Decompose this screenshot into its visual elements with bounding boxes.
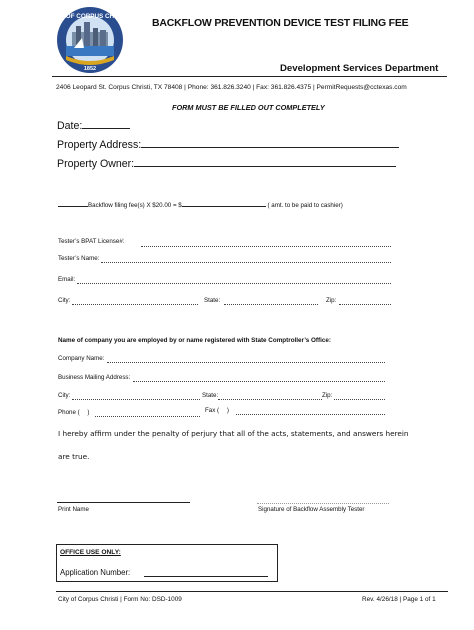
phone-input-line[interactable] xyxy=(95,416,200,417)
footer-revision: Rev. 4/26/18 | Page 1 of 1 xyxy=(362,596,436,603)
office-use-heading: OFFICE USE ONLY: xyxy=(60,549,121,556)
signature-line[interactable] xyxy=(257,503,389,504)
fee-amount-input-line[interactable] xyxy=(182,200,266,207)
instruction-text: FORM MUST BE FILLED OUT COMPLETELY xyxy=(172,103,325,112)
fax-paren-close: ) xyxy=(226,407,229,414)
tester-email-label: Email: xyxy=(58,276,76,283)
application-number-input-line[interactable] xyxy=(144,576,268,577)
tester-license-input-line[interactable] xyxy=(141,246,391,247)
tester-state-input-line[interactable] xyxy=(224,304,318,305)
tester-zip-input-line[interactable] xyxy=(339,304,391,305)
date-input-line[interactable] xyxy=(82,120,130,129)
business-mailing-label: Business Mailing Address: xyxy=(58,374,131,381)
form-title: BACKFLOW PREVENTION DEVICE TEST FILING FEE xyxy=(152,17,409,29)
affirmation-line-1: I hereby affirm under the penalty of perjury that all of the acts, statements, and answers herein xyxy=(58,429,409,438)
property-address-label: Property Address: xyxy=(57,139,142,151)
property-owner-field[interactable] xyxy=(57,158,396,170)
company-zip-label: Zip: xyxy=(322,392,333,399)
seal-lettering: CITY OF CORPUS CHRISTI xyxy=(49,13,131,20)
print-name-line[interactable] xyxy=(57,502,190,503)
seal-year: 1852 xyxy=(83,66,97,72)
fee-note: ( amt. to be paid to cashier) xyxy=(267,202,343,209)
tester-email-field[interactable] xyxy=(58,276,75,283)
company-heading: Name of company you are employed by or name registered with State Comptroller’s Office: xyxy=(58,337,331,344)
property-owner-input-line[interactable] xyxy=(134,158,396,167)
property-address-field[interactable] xyxy=(57,139,399,151)
contact-address: 2406 Leopard St. Corpus Christi, TX 78408 | Phone: 361.826.3240 | Fax: 361.826.4375 | PermitRequests@cctexas.com xyxy=(56,84,407,91)
affirmation-line-2: are true. xyxy=(58,452,90,461)
fee-text: Backflow filing fee(s) X $20.00 = $ xyxy=(88,202,182,209)
date-label: Date: xyxy=(57,120,83,132)
header-rule xyxy=(52,76,447,77)
company-name-input-line[interactable] xyxy=(107,362,385,363)
tester-email-input-line[interactable] xyxy=(77,283,391,284)
print-name-label: Print Name xyxy=(58,506,89,513)
tester-city-label: City: xyxy=(58,297,71,304)
tester-state-label: State: xyxy=(204,297,221,304)
business-mailing-input-line[interactable] xyxy=(133,381,385,382)
tester-license-field[interactable] xyxy=(58,238,125,245)
fee-count-input-line[interactable] xyxy=(58,200,88,207)
tester-name-input-line[interactable] xyxy=(101,262,391,263)
phone-paren-close: ) xyxy=(87,409,90,416)
tester-zip-label: Zip: xyxy=(326,297,337,304)
tester-name-field[interactable] xyxy=(58,255,99,262)
fax-input-line[interactable] xyxy=(236,414,385,415)
company-state-input-line[interactable] xyxy=(218,399,322,400)
company-state-label: State: xyxy=(202,392,219,399)
property-owner-label: Property Owner: xyxy=(57,158,135,170)
city-seal-logo xyxy=(44,6,136,74)
fee-line xyxy=(58,200,343,209)
company-city-label: City: xyxy=(58,392,71,399)
fax-field[interactable] xyxy=(205,407,229,414)
phone-field[interactable] xyxy=(58,409,89,416)
company-name-label: Company Name: xyxy=(58,355,105,362)
department-name: Development Services Department xyxy=(280,63,439,74)
fax-label: Fax ( xyxy=(205,407,220,414)
tester-city-input-line[interactable] xyxy=(72,304,198,305)
company-zip-input-line[interactable] xyxy=(334,399,385,400)
tester-name-label: Tester’s Name: xyxy=(58,255,100,262)
footer-form-number: City of Corpus Christi | Form No: DSD-1009 xyxy=(58,596,182,603)
footer-rule xyxy=(56,591,448,592)
tester-license-label: Tester’s BPAT License#: xyxy=(58,238,125,245)
signature-label: Signature of Backflow Assembly Tester xyxy=(258,506,365,513)
company-city-input-line[interactable] xyxy=(72,399,200,400)
application-number-label: Application Number: xyxy=(60,568,131,577)
office-use-box xyxy=(56,544,278,582)
date-field[interactable] xyxy=(57,120,130,132)
phone-label: Phone ( xyxy=(58,409,80,416)
property-address-input-line[interactable] xyxy=(141,139,399,148)
